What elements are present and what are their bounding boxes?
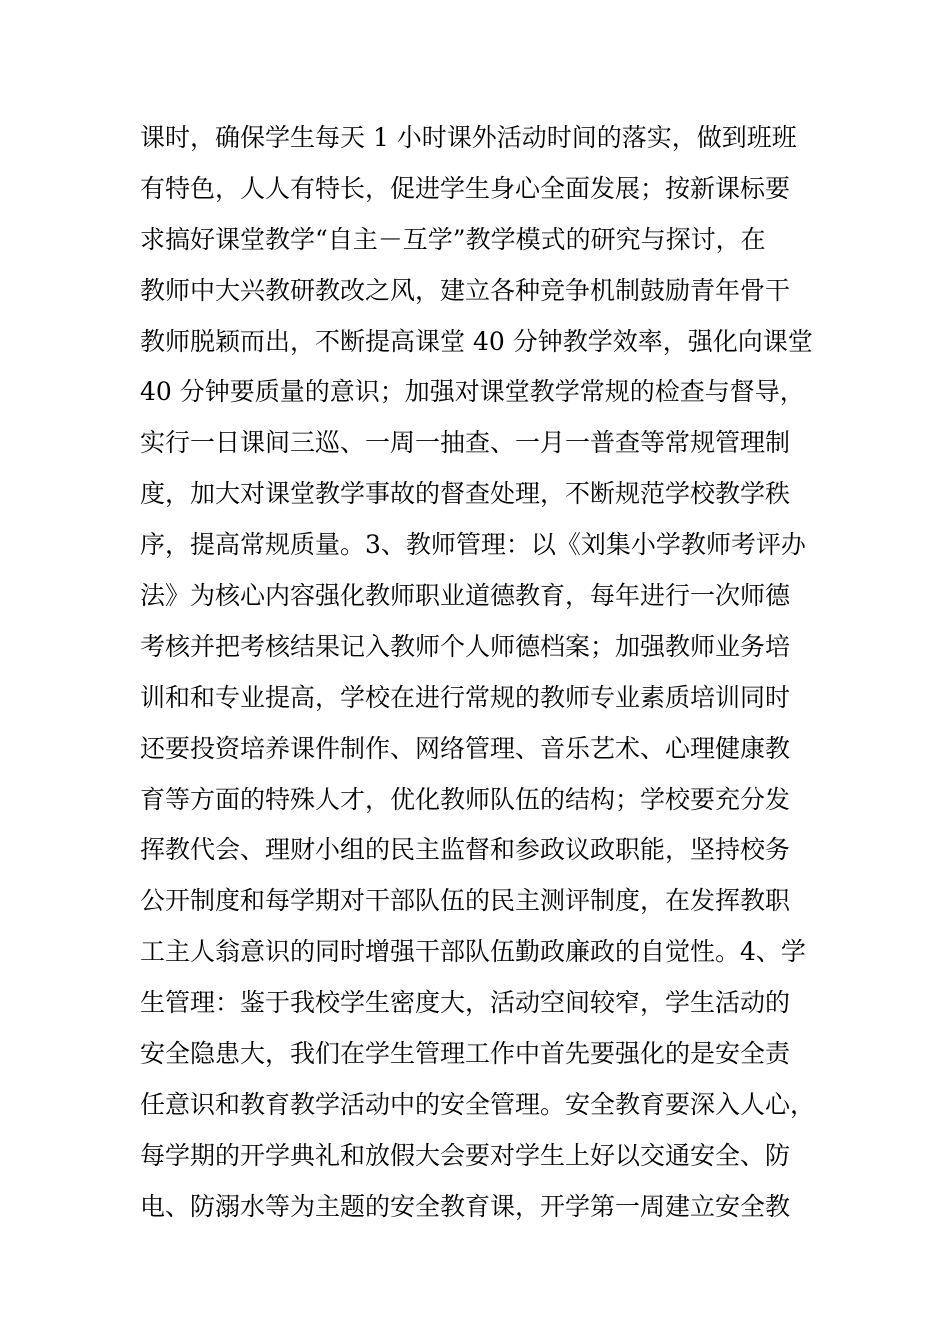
text-line-9: 序，提高常规质量。3、教师管理：以《刘集小学教师考评办 [140, 530, 806, 560]
text-line-6: 40 分钟要质量的意识；加强对课堂教学常规的检查与督导， [140, 377, 805, 407]
text-line-19: 安全隐患大，我们在学生管理工作中首先要强化的是安全责 [140, 1039, 791, 1069]
text-line-11: 考核并把考核结果记入教师个人师德档案；加强教师业务培 [140, 631, 791, 661]
text-line-18: 生管理：鉴于我校学生密度大，活动空间较窄，学生活动的 [140, 988, 791, 1018]
text-line-5: 教师脱颖而出，不断提高课堂 40 分钟教学效率，强化向课堂 [140, 326, 813, 356]
text-line-22: 电、防溺水等为主题的安全教育课，开学第一周建立安全教 [140, 1191, 791, 1221]
text-line-13: 还要投资培养课件制作、网络管理、音乐艺术、心理健康教 [140, 733, 791, 763]
body-text [140, 113, 820, 1233]
text-line-17: 工主人翁意识的同时增强干部队伍勤政廉政的自觉性。4、学 [140, 937, 806, 967]
text-line-10: 法》为核心内容强化教师职业道德教育，每年进行一次师德 [140, 581, 791, 611]
text-line-21: 每学期的开学典礼和放假大会要对学生上好以交通安全、防 [140, 1140, 791, 1170]
text-line-15: 挥教代会、理财小组的民主监督和参政议政职能，坚持校务 [140, 835, 791, 865]
text-line-8: 度，加大对课堂教学事故的督查处理，不断规范学校教学秩 [140, 479, 791, 509]
text-line-2: 有特色，人人有特长，促进学生身心全面发展；按新课标要 [140, 173, 791, 203]
text-line-12: 训和和专业提高，学校在进行常规的教师专业素质培训同时 [140, 682, 791, 712]
text-line-14: 育等方面的特殊人才，优化教师队伍的结构；学校要充分发 [140, 784, 791, 814]
text-line-1: 课时，确保学生每天 1 小时课外活动时间的落实，做到班班 [140, 123, 797, 152]
text-line-16: 公开制度和每学期对干部队伍的民主测评制度，在发挥教职 [140, 886, 791, 916]
text-line-7: 实行一日课间三巡、一周一抽查、一月一普查等常规管理制 [140, 428, 791, 458]
text-line-20: 任意识和教育教学活动中的安全管理。安全教育要深入人心， [140, 1089, 816, 1119]
text-line-4: 教师中大兴教研教改之风，建立各种竞争机制鼓励青年骨干 [140, 275, 791, 305]
text-line-3: 求搞好课堂教学“自主－互学”教学模式的研究与探讨，在 [140, 224, 766, 254]
